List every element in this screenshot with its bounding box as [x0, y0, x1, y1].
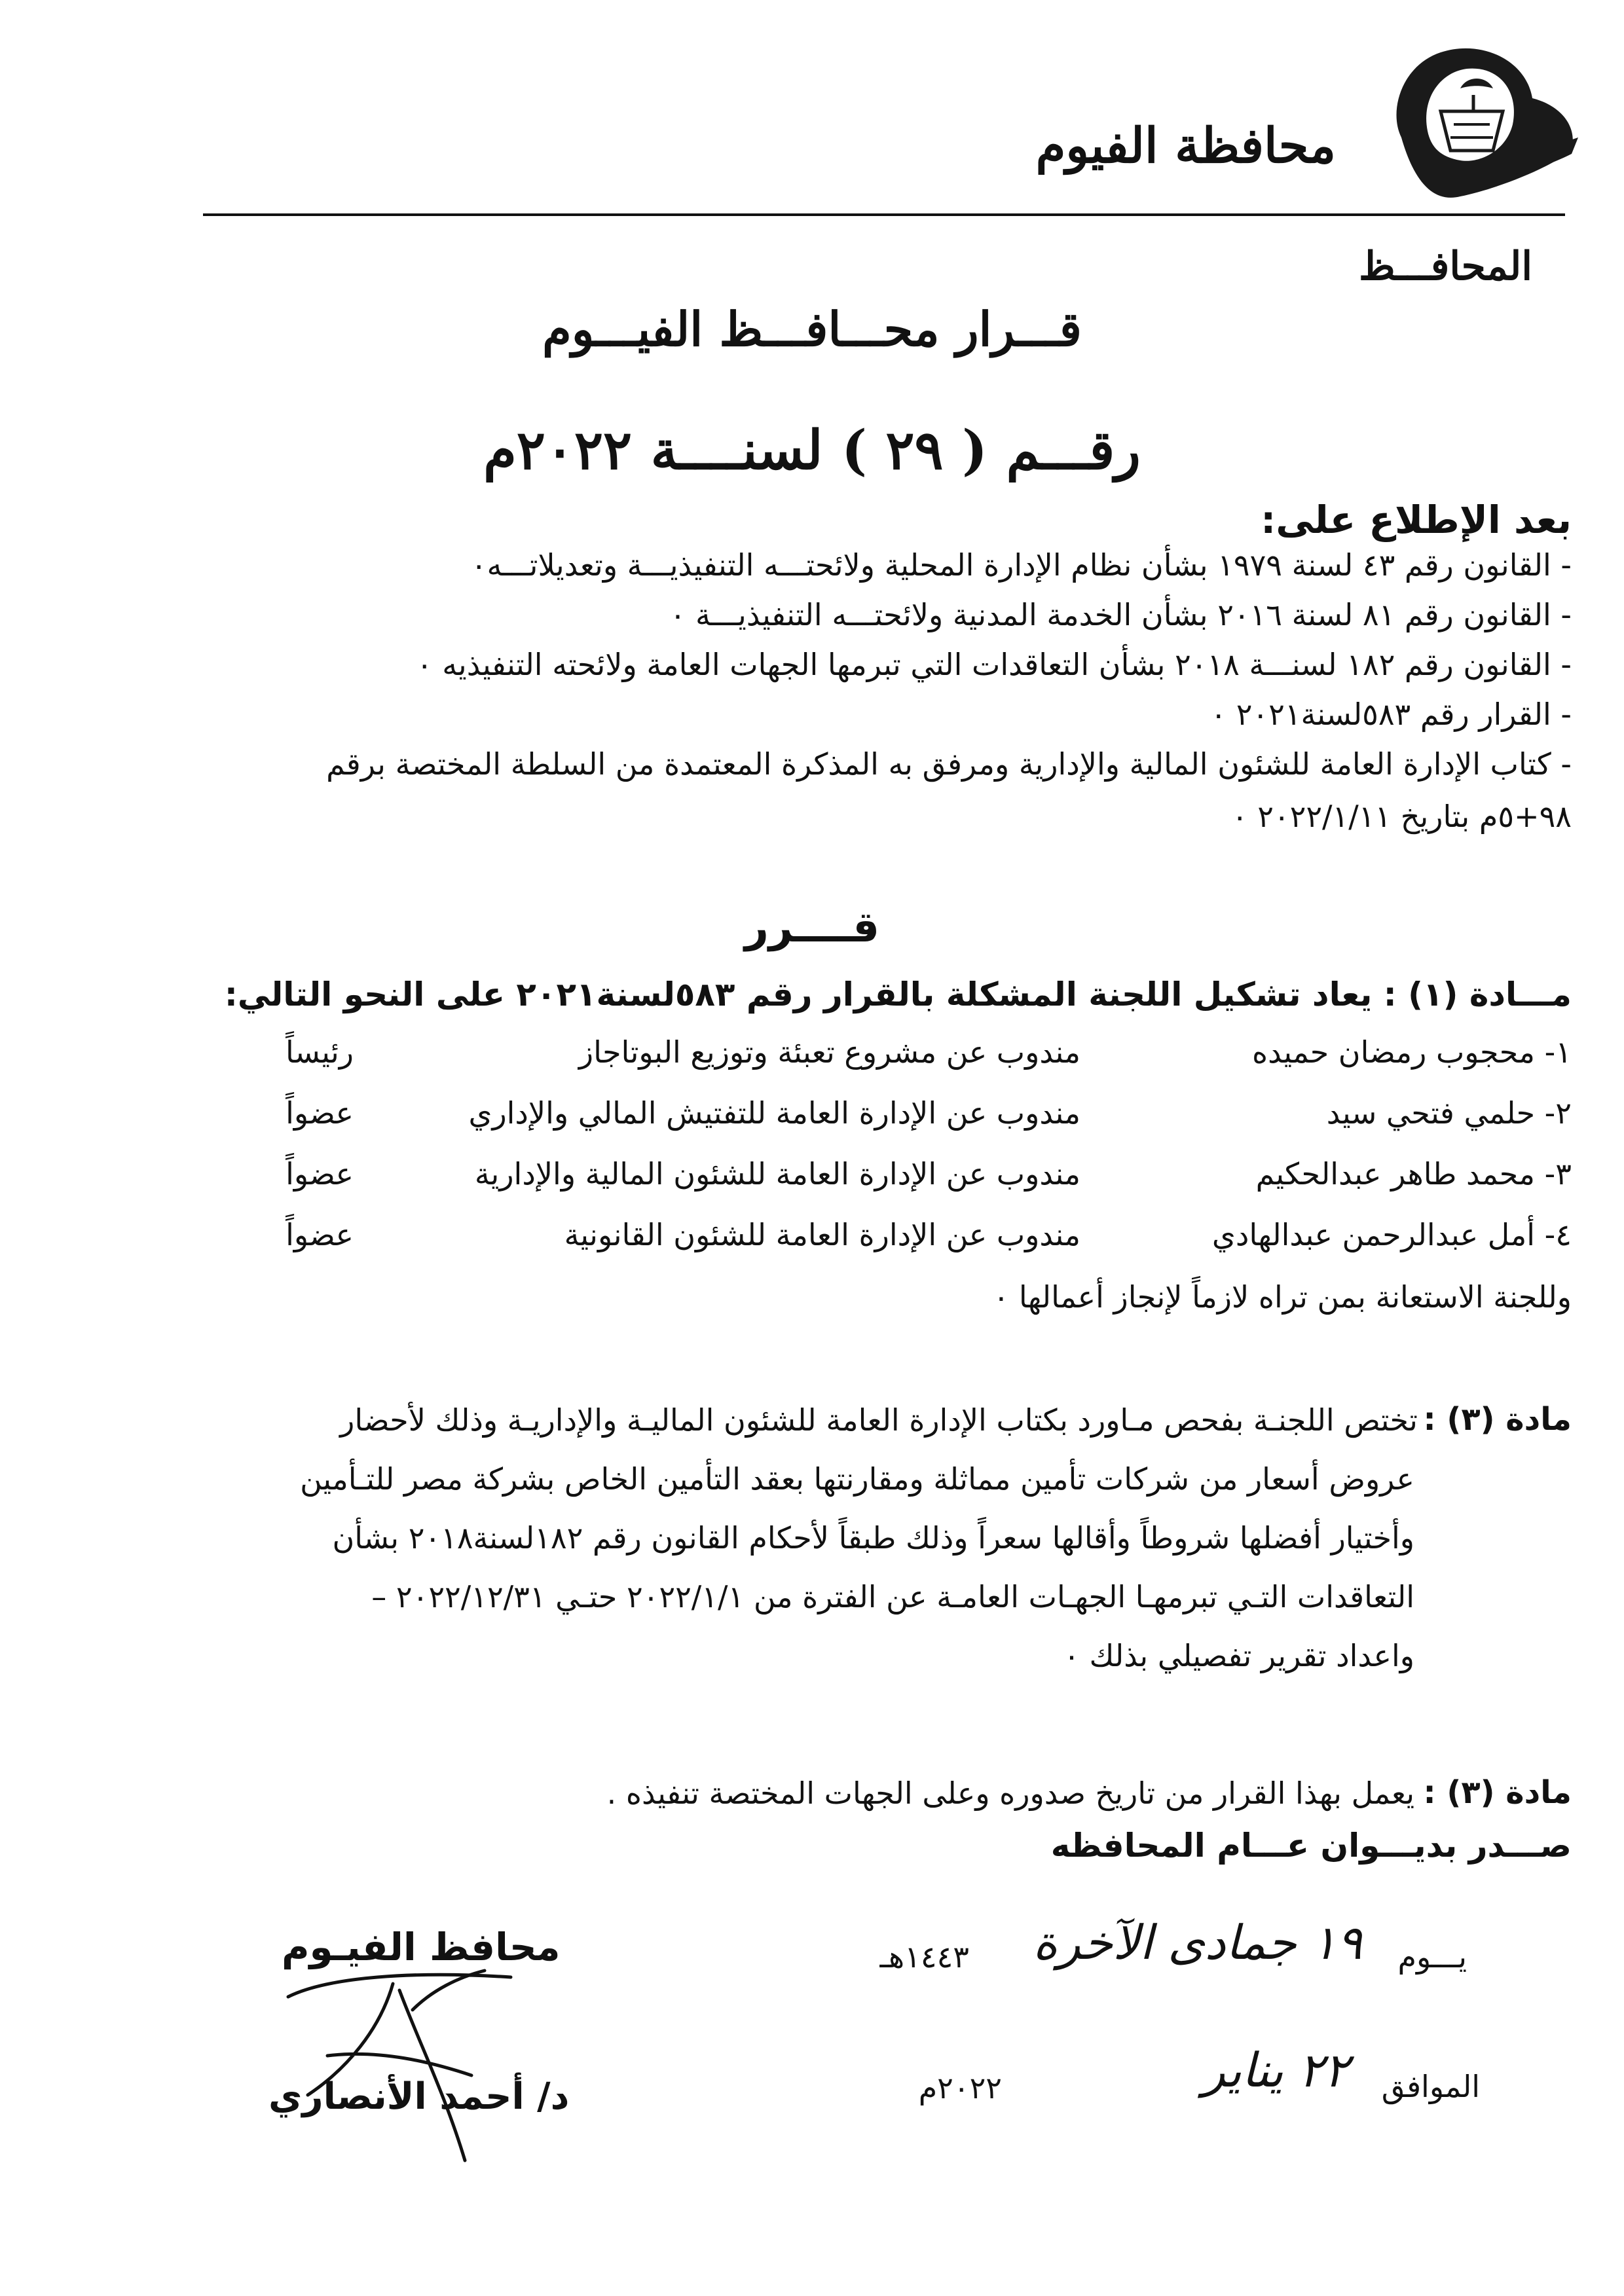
member-role: مندوب عن الإدارة العامة للشئون المالية والإدارية: [474, 1156, 1080, 1192]
member-position: رئيساً: [286, 1034, 354, 1070]
hijri-date-handwritten: ١٩ جمادى الآخرة: [1033, 1915, 1362, 1970]
governorate-name: محافظة الفيوم: [1035, 118, 1336, 174]
issued-line: صـــدر بديـــوان عـــام المحافظه: [1050, 1827, 1572, 1865]
preamble-item: ٩٨+٥م بتاريخ ٢٠٢٢/١/١١ ٠: [1231, 799, 1572, 834]
preamble-item: - القانون رقم ٤٣ لسنة ١٩٧٩ بشأن نظام الإدارة المحلية ولائحتـــه التنفيذيـــة وتعديلاتـــه٠: [470, 547, 1572, 583]
article-2-line: وأختيار أفضلها شروطاً وأقالها سعراً وذلك طبقاً لأحكام القانون رقم ١٨٢لسنة٢٠١٨ بشأن: [332, 1520, 1414, 1556]
article-3-text: يعمل بهذا القرار من تاريخ صدوره وعلى الجهات المختصة تنفيذه .: [606, 1776, 1414, 1811]
header-divider: [203, 213, 1565, 216]
member-name: ٢- حلمي فتحي سيد: [1326, 1095, 1572, 1131]
hijri-year: ١٤٤٣هـ: [879, 1939, 969, 1975]
member-position: عضواً: [286, 1217, 354, 1252]
article-1-heading: مـــادة (١) : يعاد تشكيل اللجنة المشكلة بالقرار رقم ٥٨٣لسنة٢٠٢١ على النحو التالي:: [224, 975, 1572, 1013]
handwritten-signature-icon: [249, 1899, 576, 2174]
preamble-item: - القرار رقم ٥٨٣لسنة٢٠٢١ ٠: [1210, 697, 1572, 732]
gregorian-date-handwritten: ٢٢ يناير: [1202, 2043, 1349, 2098]
article-1-closing: وللجنة الاستعانة بمن تراه لازماً لإنجاز أعمالها ٠: [993, 1279, 1572, 1315]
member-role: مندوب عن مشروع تعبئة وتوزيع البوتاجاز: [578, 1034, 1080, 1070]
article-2-label: مادة (٣) :: [1423, 1401, 1572, 1438]
article-2-line: عروض أسعار من شركات تأمين مماثلة ومقارنتها بعقد التأمين الخاص بشركة مصر للتـأمين: [300, 1461, 1414, 1497]
preamble-item: - القانون رقم ٨١ لسنة ٢٠١٦ بشأن الخدمة المدنية ولائحتـــه التنفيذيـــة ٠: [669, 597, 1572, 632]
member-role: مندوب عن الإدارة العامة للشئون القانونية: [564, 1217, 1080, 1252]
gregorian-year: ٢٠٢٢م: [918, 2070, 1002, 2105]
article-3-label: مادة (٣) :: [1423, 1774, 1572, 1811]
article-2-line: واعداد تقرير تفصيلي بذلك ٠: [1063, 1638, 1414, 1673]
governorate-seal-icon: [1362, 39, 1585, 210]
member-name: ٣- محمد طاهر عبدالحكيم: [1255, 1156, 1572, 1192]
decree-title: قـــرار محـــافـــظ الفيـــوم: [542, 301, 1082, 357]
preamble-item: - كتاب الإدارة العامة للشئون المالية والإدارية ومرفق به المذكرة المعتمدة من السلطة المختصة برقم: [326, 746, 1572, 782]
equivalent-label: الموافق: [1381, 2069, 1480, 2104]
article-2-line: تختص اللجنـة بفحص مـاورد بكتاب الإدارة العامة للشئون الماليـة والإداريـة وذلك لأحضار: [340, 1402, 1418, 1438]
member-name: ١- محجوب رمضان حميده: [1252, 1034, 1572, 1070]
preamble-heading: بعد الإطلاع على:: [1261, 498, 1572, 542]
signatory-name: د/ أحمد الأنصاري: [268, 2075, 570, 2118]
day-label: يـــوم: [1397, 1939, 1467, 1975]
preamble-item: - القانون رقم ١٨٢ لسنـــة ٢٠١٨ بشأن التعاقدات التي تبرمها الجهات العامة ولائحته التنفيذيه ٠: [416, 647, 1572, 682]
member-role: مندوب عن الإدارة العامة للتفتيش المالي والإداري: [468, 1095, 1080, 1131]
member-name: ٤- أمل عبدالرحمن عبدالهادي: [1211, 1217, 1572, 1252]
decree-number: رقـــم ( ٢٩ ) لسنــــة ٢٠٢٢م: [483, 419, 1141, 482]
signatory-title: محافظ الفيـوم: [282, 1925, 561, 1969]
decided-heading: قــــرر: [744, 903, 880, 952]
member-position: عضواً: [286, 1156, 354, 1192]
member-position: عضواً: [286, 1095, 354, 1131]
office-label: المحافـــظ: [1358, 244, 1532, 289]
article-2-line: التعاقدات التـي تبرمهـا الجهـات العامـة عن الفترة من ٢٠٢٢/١/١ حتـي ٢٠٢٢/١٢/٣١ –: [371, 1579, 1414, 1614]
